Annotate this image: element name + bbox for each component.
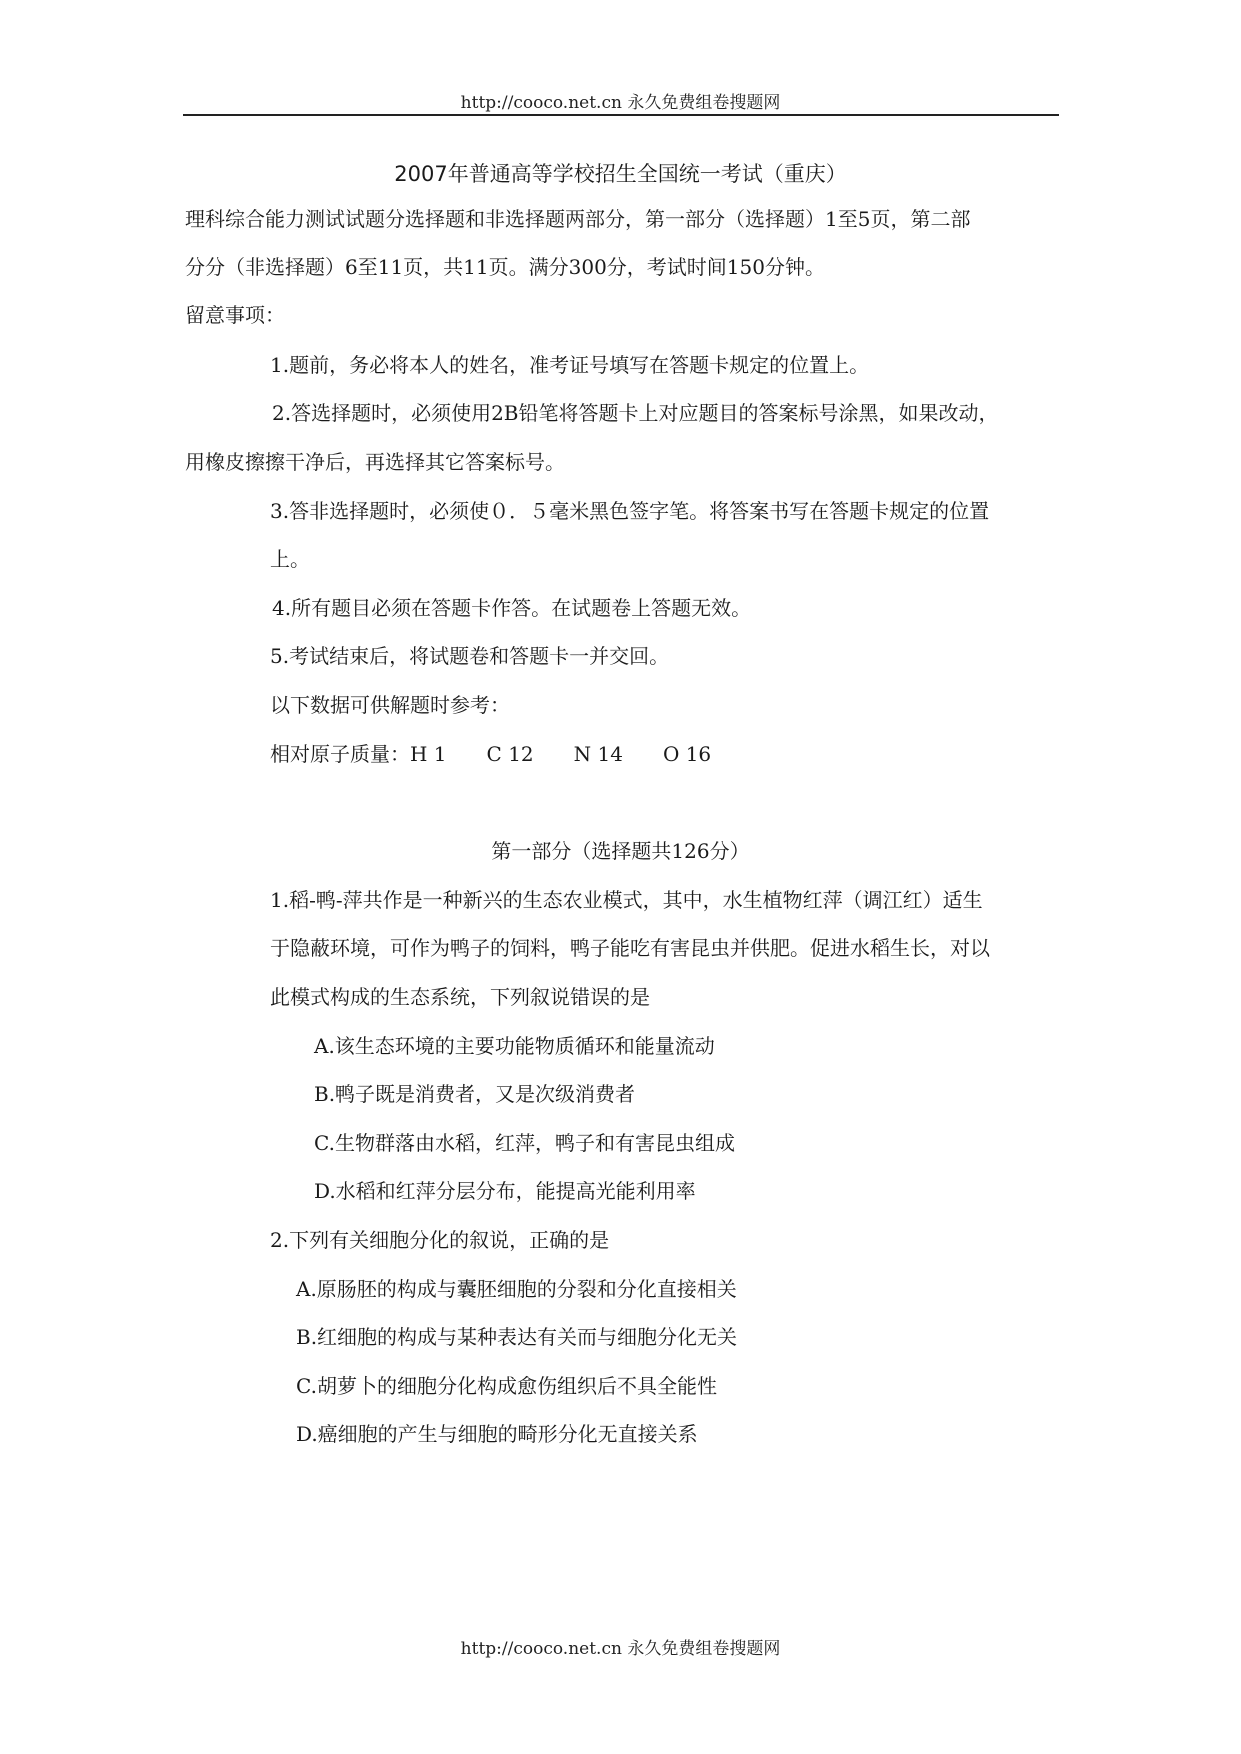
q2-option-b: B.红细胞的构成与某种表达有关而与细胞分化无关: [296, 1325, 738, 1349]
q2-option-c: C.胡萝卜的细胞分化构成愈伤组织后不具全能性: [296, 1374, 717, 1398]
q1-option-b: B.鸭子既是消费者，又是次级消费者: [314, 1082, 636, 1106]
intro-line-1: 理科综合能力测试试题分选择题和非选择题两部分，第一部分（选择题）1至5页，第二部: [185, 207, 971, 231]
q1-option-c: C.生物群落由水稻，红萍，鸭子和有害昆虫组成: [314, 1131, 735, 1155]
notice-item-3-line-2: 上。: [270, 547, 310, 571]
reference-heading: 以下数据可供解题时参考：: [270, 693, 510, 717]
notice-item-5: 5.考试结束后，将试题卷和答题卡一并交回。: [270, 644, 670, 668]
q1-line-3: 此模式构成的生态系统，下列叙说错误的是: [270, 985, 650, 1009]
notice-item-2-line-1: 2.答选择题时，必须使用2B铅笔将答题卡上对应题目的答案标号涂黑，如果改动，: [272, 401, 999, 425]
q1-line-1: 1.稻-鸭-萍共作是一种新兴的生态农业模式，其中，水生植物红萍（调江红）适生: [270, 888, 983, 912]
mass-h: 相对原子质量：H 1: [270, 742, 447, 766]
q2-option-d: D.癌细胞的产生与细胞的畸形分化无直接关系: [296, 1422, 698, 1446]
notice-item-1: 1.题前，务必将本人的姓名，准考证号填写在答题卡规定的位置上。: [270, 353, 870, 377]
mass-c: C 12: [486, 742, 534, 766]
atomic-masses: [270, 741, 711, 767]
part1-heading: 第一部分（选择题共126分）: [491, 839, 750, 863]
q1-option-d: D.水稻和红萍分层分布，能提高光能利用率: [314, 1179, 696, 1203]
notice-item-2-line-2: 用橡皮擦擦干净后，再选择其它答案标号。: [185, 450, 565, 474]
q2-stem: 2.下列有关细胞分化的叙说，正确的是: [270, 1228, 610, 1252]
notice-heading: 留意事项：: [185, 303, 285, 327]
mass-n: N 14: [573, 742, 623, 766]
page-footer: http://cooco.net.cn 永久免费组卷搜题网: [460, 1639, 781, 1659]
q1-line-2: 于隐蔽环境，可作为鸭子的饲料，鸭子能吃有害昆虫并供肥。促进水稻生长，对以: [270, 936, 990, 960]
page-header: http://cooco.net.cn 永久免费组卷搜题网: [460, 93, 781, 113]
q1-option-a: A.该生态环境的主要功能物质循环和能量流动: [314, 1034, 715, 1058]
q2-option-a: A.原肠胚的构成与囊胚细胞的分裂和分化直接相关: [296, 1277, 737, 1301]
notice-item-4: 4.所有题目必须在答题卡作答。在试题卷上答题无效。: [272, 596, 752, 620]
intro-line-2: 分分（非选择题）6至11页，共11页。满分300分，考试时间150分钟。: [185, 255, 825, 279]
mass-o: O 16: [662, 742, 712, 766]
notice-item-3-line-1: 3.答非选择题时，必须使０．５毫米黑色签字笔。将答案书写在答题卡规定的位置: [270, 499, 990, 523]
header-rule: [183, 114, 1059, 116]
exam-title: 2007年普通高等学校招生全国统一考试（重庆）: [394, 162, 847, 186]
